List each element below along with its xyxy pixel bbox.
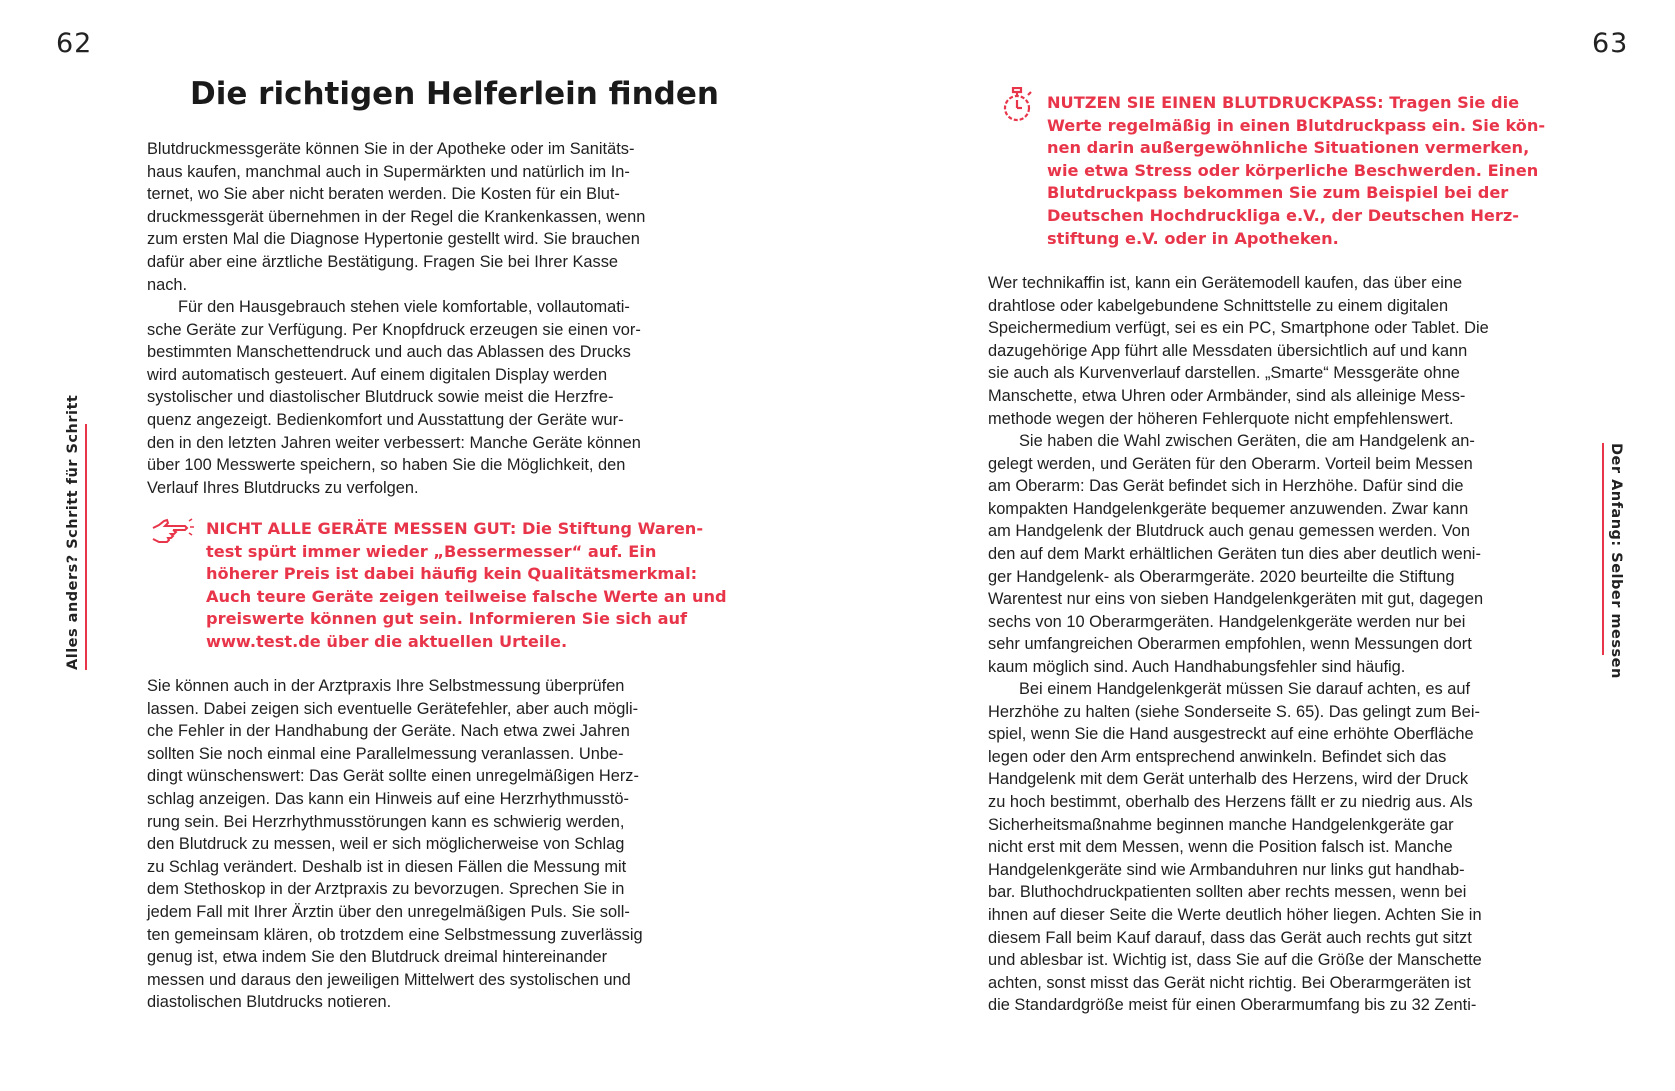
text-line: gelegt werden, und Geräten für den Oberarm. Vorteil beim Messen bbox=[988, 454, 1473, 473]
text-line: kaum möglich sind. Auch Handhabungsfehler sind häufig. bbox=[988, 657, 1406, 676]
text-line: nen darin außergewöhnliche Situationen vermerken, bbox=[1047, 138, 1530, 158]
text-line: Für den Hausgebrauch stehen viele komfortable, vollautomati- bbox=[178, 298, 630, 316]
text-line: genug ist, etwa indem Sie den Blutdruck dreimal hintereinander bbox=[147, 948, 608, 967]
text-line: Manschette, etwa Uhren oder Armbänder, sind als alleinige Mess- bbox=[988, 386, 1466, 405]
text-line: Sicherheitsmaßnahme beginnen manche Handgelenkgeräte gar bbox=[988, 815, 1454, 834]
text-line: achten, sonst misst das Gerät nicht richtig. Bei Oberarmgeräten ist bbox=[988, 973, 1471, 992]
text-line: dafür aber eine ärztliche Bestätigung. Fragen Sie bei Ihrer Kasse bbox=[147, 252, 619, 271]
stopwatch-icon bbox=[1000, 87, 1034, 128]
text-line: ger Handgelenk- als Oberarmgeräte. 2020 beurteilte die Stiftung bbox=[988, 567, 1455, 586]
text-line: diastolischen Blutdrucks notieren. bbox=[147, 993, 392, 1012]
paragraph-left-1 bbox=[147, 138, 645, 296]
text-line: ihnen auf dieser Seite die Werte deutlich höher liegen. Achten Sie in bbox=[988, 905, 1482, 924]
text-line: sollten Sie noch einmal eine Parallelmessung veranlassen. Unbe- bbox=[147, 744, 624, 763]
text-line: legen oder den Arm entsprechend anwinkeln. Befindet sich das bbox=[988, 747, 1447, 766]
text-line: nach. bbox=[147, 275, 188, 294]
text-line: Deutschen Hochdruckliga e.V., der Deutschen Herz- bbox=[1047, 205, 1519, 225]
text-line: nicht erst mit dem Messen, wenn die Position falsch ist. Manche bbox=[988, 838, 1453, 857]
text-line: wie etwa Stress oder körperliche Beschwerden. Einen bbox=[1047, 160, 1539, 180]
text-line: Auch teure Geräte zeigen teilweise falsche Werte an und bbox=[206, 586, 727, 606]
text-line: sche Geräte zur Verfügung. Per Knopfdruck erzeugen sie einen vor- bbox=[147, 320, 641, 339]
text-line: Handgelenkgeräte sind wie Armbanduhren nur links gut handhab- bbox=[988, 860, 1465, 879]
text-line: ten gemeinsam klären, ob trotzdem eine Selbstmessung zuverlässig bbox=[147, 925, 643, 944]
text-line: über 100 Messwerte speichern, so haben Sie die Möglichkeit, den bbox=[147, 456, 626, 475]
text-line: Werte regelmäßig in einen Blutdruckpass ein. Sie kön- bbox=[1047, 115, 1546, 135]
pointing-hand-icon bbox=[151, 517, 195, 548]
paragraph-left-3 bbox=[147, 675, 643, 1014]
text-line: Sie können auch in der Arztpraxis Ihre Selbstmessung überprüfen bbox=[147, 677, 625, 695]
text-line: am Oberarm: Das Gerät befindet sich in Herzhöhe. Dafür sind die bbox=[988, 477, 1464, 496]
text-line: dem Stethoskop in der Arztpraxis zu bevorzugen. Sprechen Sie in bbox=[147, 880, 625, 899]
text-line: Warentest nur eins von sieben Handgelenkgeräten mit gut, dagegen bbox=[988, 590, 1484, 609]
text-line: sehr umfangreichen Oberarmen empfohlen, wenn Messungen dort bbox=[988, 635, 1472, 654]
text-line: NICHT ALLE GERÄTE MESSEN GUT: Die Stiftung Waren- bbox=[206, 519, 704, 538]
text-line: www.test.de über die aktuellen Urteile. bbox=[206, 631, 568, 651]
text-line: ternet, wo Sie aber nicht beraten werden. Die Kosten für ein Blut- bbox=[147, 185, 620, 204]
text-line: test spürt immer wieder „Bessermesser“ auf. Ein bbox=[206, 541, 657, 561]
text-line: drahtlose oder kabelgebundene Schnittstelle zu einem digitalen bbox=[988, 296, 1449, 315]
text-line: am Handgelenk der Blutdruck auch genau gemessen werden. Von bbox=[988, 522, 1471, 541]
page-heading: Die richtigen Helferlein finden bbox=[190, 76, 719, 112]
paragraph-right-3 bbox=[988, 678, 1482, 1017]
running-head-left: Alles anders? Schritt für Schritt bbox=[61, 424, 87, 670]
text-line: messen und daraus den jeweiligen Mittelwert des systolischen und bbox=[147, 970, 631, 989]
text-line: spiel, wenn Sie die Hand ausgestreckt auf eine erhöhte Oberfläche bbox=[988, 725, 1474, 744]
paragraph-right-2 bbox=[988, 430, 1483, 679]
text-line: Blutdruckpass bekommen Sie zum Beispiel bei der bbox=[1047, 183, 1509, 203]
text-line: Blutdruckmessgeräte können Sie in der Apotheke oder im Sanitäts- bbox=[147, 140, 635, 158]
text-line: Herzhöhe zu halten (siehe Sonderseite S. 65). Das gelingt zum Bei- bbox=[988, 702, 1480, 721]
text-line: jedem Fall mit Ihrer Ärztin über den unregelmäßigen Puls. Sie soll- bbox=[147, 902, 630, 921]
text-line: bar. Bluthochdruckpatienten sollten aber rechts messen, wenn bei bbox=[988, 883, 1467, 902]
text-line: rung sein. Bei Herzrhythmusstörungen kann es schwierig werden, bbox=[147, 812, 625, 831]
text-line: den auf dem Markt erhältlichen Geräten tun dies aber deutlich weni- bbox=[988, 544, 1481, 563]
text-line: sechs von 10 Oberarmgeräten. Handgelenkgeräte werden nur bei bbox=[988, 612, 1466, 631]
text-line: haus kaufen, manchmal auch in Supermärkten und natürlich im In- bbox=[147, 162, 630, 181]
text-line: und ablesbar ist. Wichtig ist, dass Sie auf die Größe der Manschette bbox=[988, 951, 1482, 970]
text-line: Sie haben die Wahl zwischen Geräten, die am Handgelenk an- bbox=[1019, 432, 1475, 450]
text-line: dazugehörige App führt alle Messdaten übersichtlich auf und kann bbox=[988, 341, 1468, 360]
text-line: dingt wünschenswert: Das Gerät sollte einen unregelmäßigen Herz- bbox=[147, 767, 639, 786]
text-line: druckmessgerät übernehmen in der Regel die Krankenkassen, wenn bbox=[147, 207, 646, 226]
text-line: Handgelenk mit dem Gerät unterhalb des Herzens, wird der Druck bbox=[988, 770, 1469, 789]
text-line: diesem Fall beim Kauf darauf, dass das Gerät auch rechts gut sitzt bbox=[988, 928, 1472, 947]
text-line: zum ersten Mal die Diagnose Hypertonie gestellt wird. Sie brauchen bbox=[147, 230, 640, 249]
page-number-left: 62 bbox=[56, 28, 93, 59]
text-line: den in den letzten Jahren weiter verbessert: Manche Geräte können bbox=[147, 433, 641, 452]
text-line: quenz angezeigt. Bedienkomfort und Ausstattung der Geräte wur- bbox=[147, 410, 624, 429]
text-line: lassen. Dabei zeigen sich eventuelle Gerätefehler, aber auch mögli- bbox=[147, 699, 639, 718]
text-line: Speichermedium verfügt, sei es ein PC, Smartphone oder Tablet. Die bbox=[988, 319, 1489, 338]
text-line: zu Schlag verändert. Deshalb ist in diesen Fällen die Messung mit bbox=[147, 857, 627, 876]
text-line: wird automatisch gesteuert. Auf einem digitalen Display werden bbox=[147, 365, 608, 384]
text-line: preiswerte können gut sein. Informieren Sie sich auf bbox=[206, 609, 688, 629]
text-line: Wer technikaffin ist, kann ein Gerätemodell kaufen, das über eine bbox=[988, 274, 1463, 292]
text-line: den Blutdruck zu messen, weil er sich möglicherweise von Schlag bbox=[147, 835, 625, 854]
text-line: höherer Preis ist dabei häufig kein Qualitätsmerkmal: bbox=[206, 564, 698, 584]
text-line: bestimmten Manschettendruck und auch das Ablassen des Drucks bbox=[147, 343, 631, 362]
text-line: zu hoch bestimmt, oberhalb des Herzens fällt er zu niedrig aus. Als bbox=[988, 792, 1473, 811]
text-line: sie auch als Kurvenverlauf darstellen. „Smarte“ Messgeräte ohne bbox=[988, 364, 1460, 383]
page-number-right: 63 bbox=[1592, 28, 1629, 59]
text-line: che Fehler in der Handhabung der Geräte. Nach etwa zwei Jahren bbox=[147, 722, 630, 741]
running-head-right: Der Anfang: Selber messen bbox=[1602, 443, 1628, 655]
text-line: schlag anzeigen. Das kann ein Hinweis auf eine Herzrhythmusstö- bbox=[147, 789, 629, 808]
text-line: systolischer und diastolischer Blutdruck sowie meist die Herzfre- bbox=[147, 388, 614, 407]
paragraph-left-2 bbox=[147, 296, 641, 499]
text-line: kompakten Handgelenkgeräte bequemer anzuwenden. Zwar kann bbox=[988, 499, 1469, 518]
tip-box-right bbox=[1047, 92, 1545, 250]
text-line: stiftung e.V. oder in Apotheken. bbox=[1047, 228, 1339, 248]
text-line: Bei einem Handgelenkgerät müssen Sie darauf achten, es auf bbox=[1019, 680, 1471, 698]
text-line: die Standardgröße meist für einen Oberarmumfang bis zu 32 Zenti- bbox=[988, 996, 1477, 1015]
text-line: methode wegen der höheren Fehlerquote nicht empfehlenswert. bbox=[988, 409, 1454, 428]
tip-box-left bbox=[206, 518, 727, 654]
text-line: NUTZEN SIE EINEN BLUTDRUCKPASS: Tragen Sie die bbox=[1047, 93, 1520, 112]
text-line: Verlauf Ihres Blutdrucks zu verfolgen. bbox=[147, 478, 419, 497]
paragraph-right-1 bbox=[988, 272, 1489, 430]
